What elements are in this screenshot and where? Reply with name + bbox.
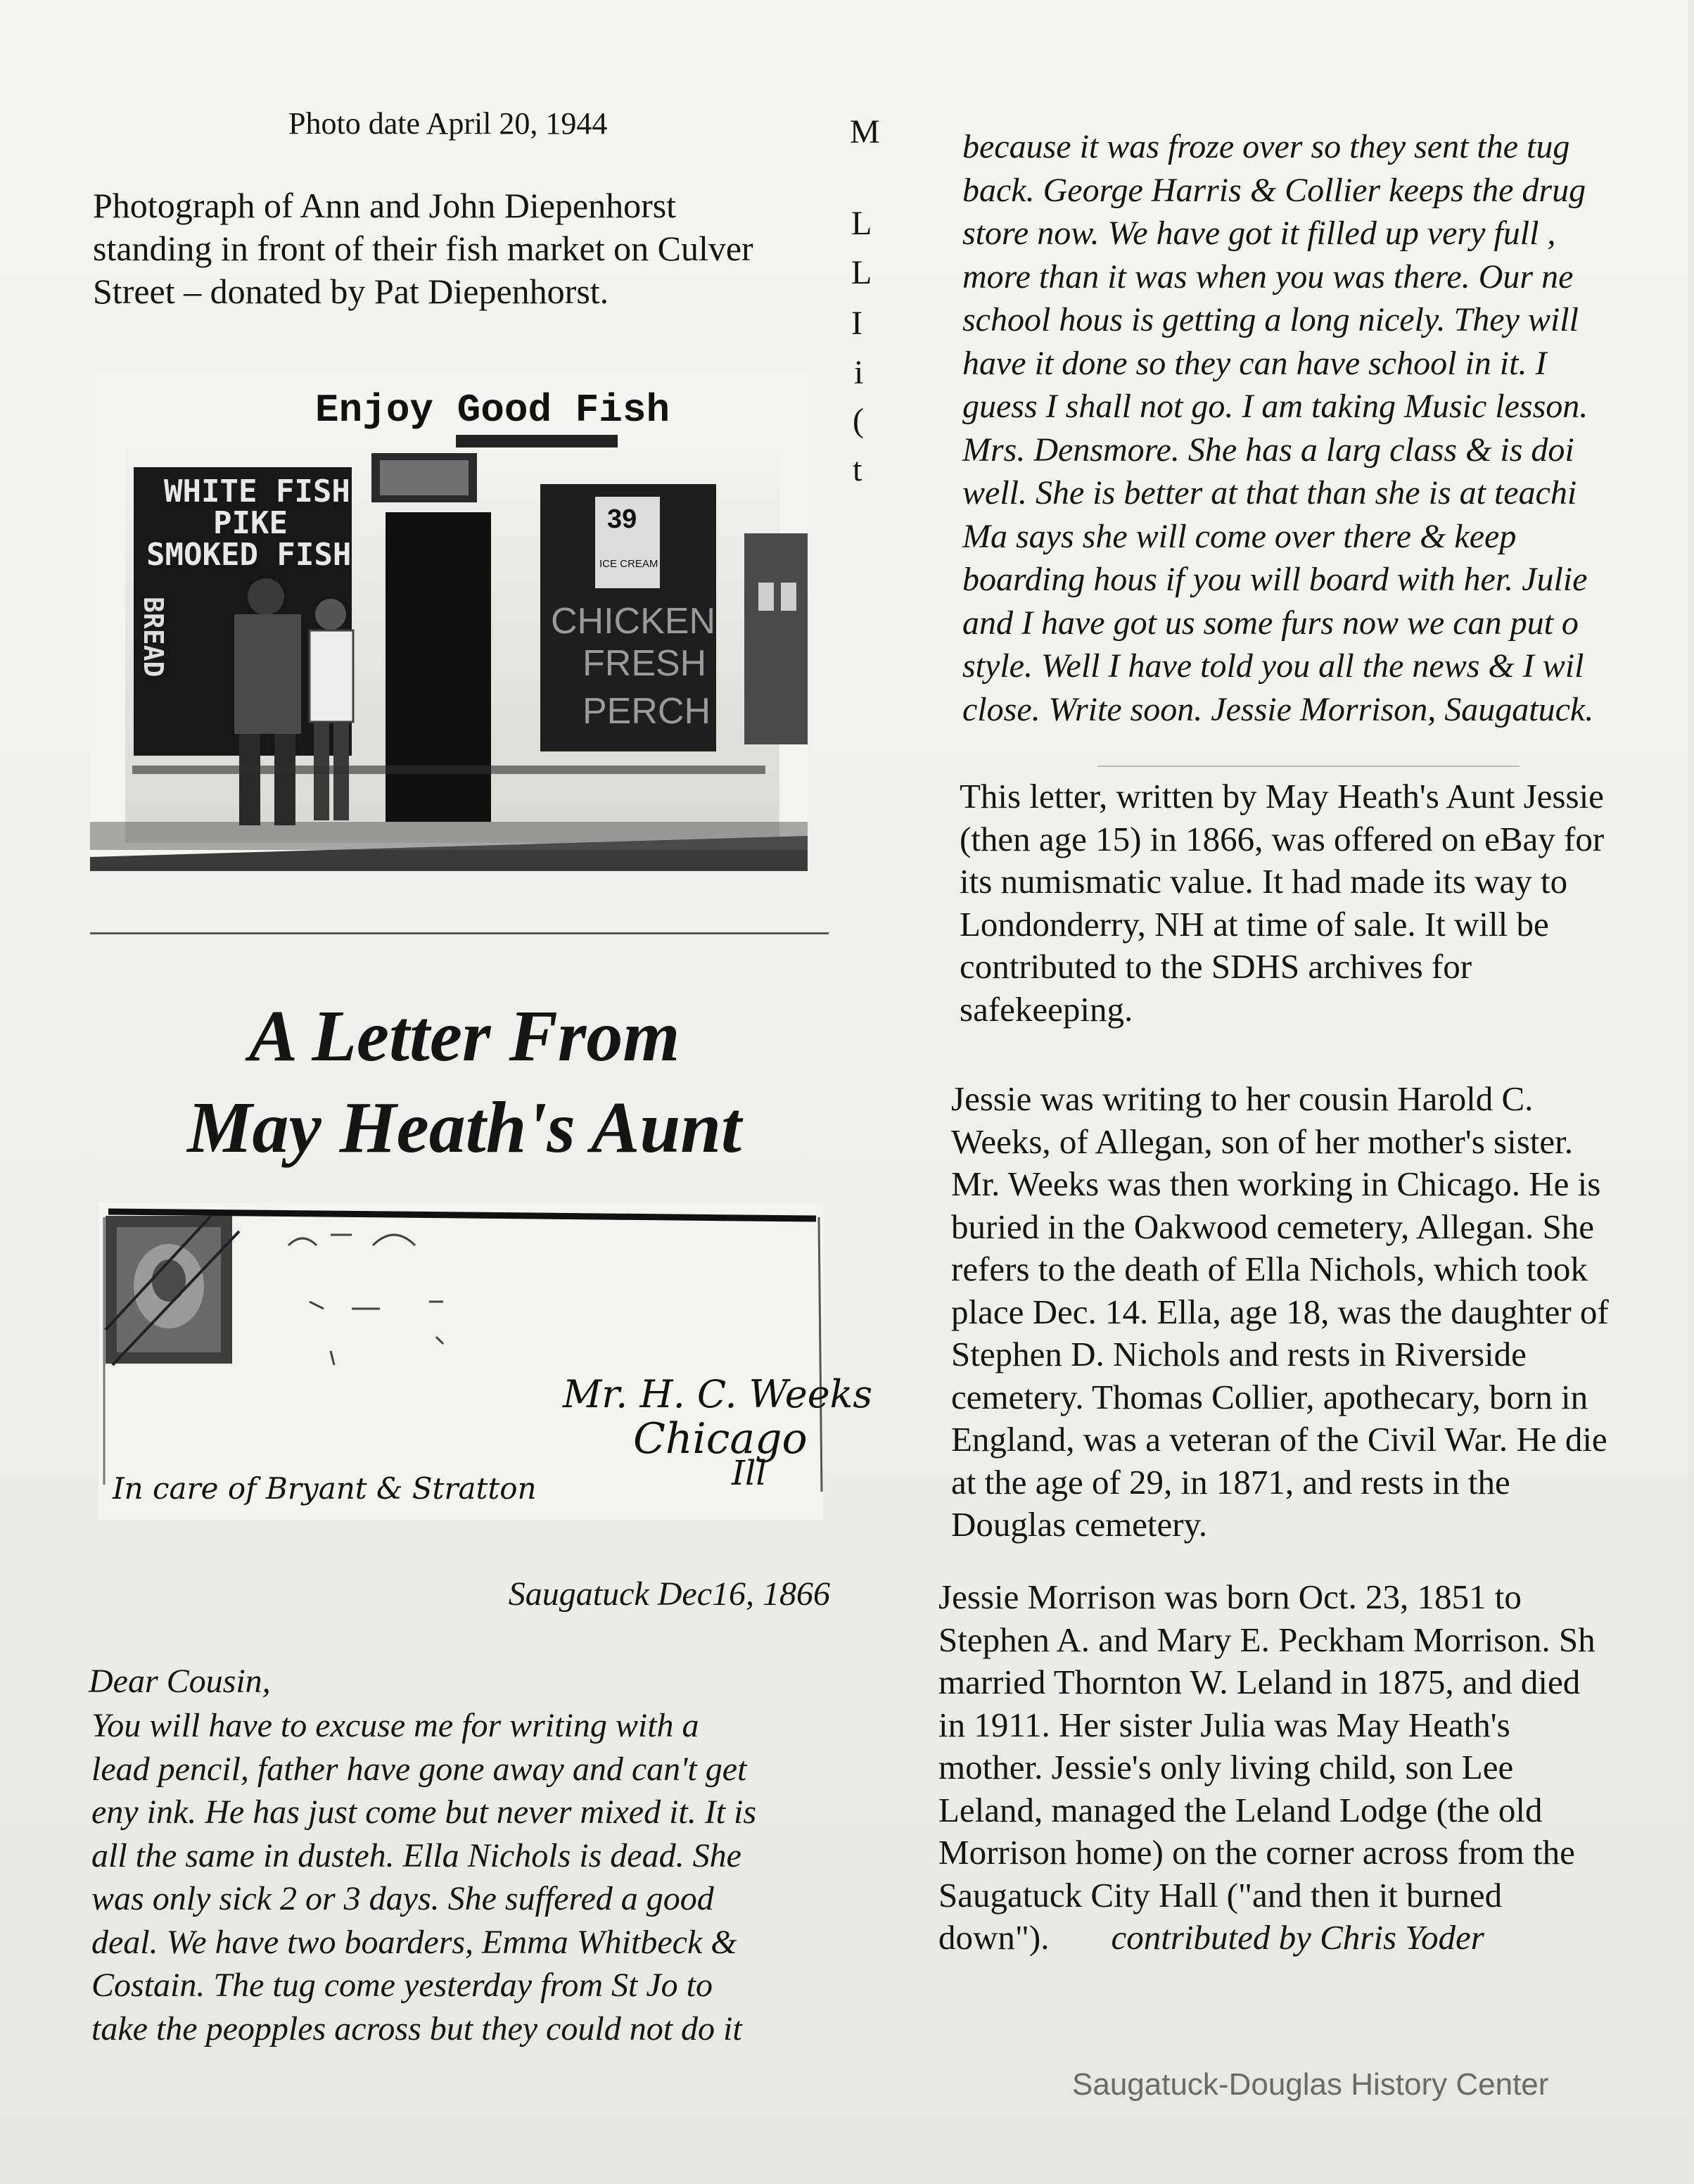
paragraph-line: in 1911. Her sister Julia was May Heath's [938,1705,1510,1744]
letter-line: store now. We have got it filled up very full , [962,215,1556,252]
letter-line: lead pencil, father have gone away and can't get [91,1750,747,1788]
cutoff-fragment: I [851,305,862,342]
address-line: Chicago [633,1414,808,1464]
letter-line: Ma says she will come over there & keep [962,517,1517,555]
window-text: PIKE [213,505,288,541]
postage-stamp [106,1216,239,1365]
paragraph-line: (then age 15) in 1866, was offered on eBay for [960,819,1605,858]
letter-line: You will have to excuse me for writing with a [91,1707,699,1744]
contributor-credit: contributed by Chris Yoder [1111,1918,1484,1957]
paragraph-line: Jessie Morrison was born Oct. 23, 1851 to [938,1577,1522,1616]
letter-line: Mrs. Densmore. She has a larg class & is doi [962,431,1574,469]
commentary-paragraph-1 [960,775,1691,1031]
letter-line: because it was froze over so they sent the tug [962,128,1570,165]
title-line: A Letter From [248,996,680,1077]
bread-sign: BREAD [138,597,169,678]
paragraph-line: buried in the Oakwood cemetery, Allegan. She [951,1207,1594,1246]
letter-line: school hous is getting a long nicely. They will [962,301,1579,338]
letter-line: deal. We have two boarders, Emma Whitbeck & [91,1923,737,1961]
letter-line: was only sick 2 or 3 days. She suffered a good [91,1880,714,1917]
paragraph-line: Jessie was writing to her cousin Harold C. [951,1079,1534,1118]
faint-divider [1097,766,1520,767]
letter-line: back. George Harris & Collier keeps the drug [962,171,1586,209]
letter-line: Costain. The tug come yesterday from St Jo to [91,1967,713,2004]
shop-door [386,512,491,822]
letter-line: well. She is better at that than she is at teachi [962,474,1577,512]
article-title [106,991,823,1174]
price-card: 39 [607,504,637,534]
paragraph-line: married Thornton W. Leland in 1875, and died [938,1663,1581,1701]
cutoff-fragment: L [851,254,872,291]
letter-line: close. Write soon. Jessie Morrison, Saugatuck. [962,690,1594,728]
paragraph-last-line: down"). [938,1918,1050,1957]
letter-line: have it done so they can have school in it. I [962,344,1547,382]
paragraph-line: Stephen D. Nichols and rests in Riverside [951,1335,1527,1373]
cutoff-fragment: t [853,451,862,488]
paragraph-line: place Dec. 14. Ella, age 18, was the daughter of [951,1292,1609,1331]
letter-text-right [962,125,1694,731]
cutoff-fragment: i [854,354,864,391]
letter-line: eny ink. He has just come but never mixed it. It is [91,1793,757,1831]
paragraph-line: safekeeping. [960,989,1133,1029]
window-text: PERCH [582,691,711,732]
title-line: May Heath's Aunt [187,1087,741,1168]
paragraph-line: Morrison home) on the corner across from the [938,1833,1575,1872]
letter-line: more than it was when you was there. Our ne [962,258,1574,296]
cutoff-fragment: L [851,205,872,242]
letter-line: style. Well I have told you all the news & I wil [962,647,1584,685]
paragraph-line: Douglas cemetery. [951,1505,1208,1544]
letter-text-left [91,1704,844,2050]
letter-date: Saugatuck Dec16, 1866 [508,1575,830,1613]
paragraph-line: contributed to the SDHS archives for [960,947,1472,986]
commentary-paragraph-2 [951,1078,1683,1547]
shop-sign-text: Enjoy Good Fish [315,388,670,433]
paragraph-line: This letter, written by May Heath's Aunt Jessie [960,777,1604,815]
letter-line: and I have got us some furs now we can put o [962,604,1579,642]
history-center-watermark: Saugatuck-Douglas History Center [1072,2067,1549,2102]
envelope-image [98,1203,873,1520]
care-of-line: In care of Bryant & Stratton [113,1471,537,1506]
paragraph-line: Stephen A. and Mary E. Peckham Morrison. Sh [938,1620,1596,1659]
caption-line: Street – donated by Pat Diepenhorst. [93,272,609,311]
photo-date-label: Photo date April 20, 1944 [288,106,608,141]
address-line: Mr. H. C. Weeks [563,1372,873,1416]
price-card-sub: ICE CREAM [599,558,658,570]
paragraph-line: mother. Jessie's only living child, son Lee [938,1748,1514,1786]
cutoff-fragment: ( [853,402,864,439]
window-text: SMOKED FISH [146,537,352,573]
caption-line: standing in front of their fish market on Culver [93,229,753,268]
letter-line: guess I shall not go. I am taking Music lesson. [962,388,1588,425]
paragraph-line: refers to the death of Ella Nichols, which took [951,1250,1588,1288]
paragraph-line: Londonderry, NH at time of sale. It will be [960,904,1549,944]
paragraph-line: Mr. Weeks was then working in Chicago. He is [951,1164,1601,1203]
letter-line: take the peopples across but they could not do it [91,2010,742,2048]
paragraph-line: England, was a veteran of the Civil War. He die [951,1420,1607,1459]
window-text: WHITE FISH [164,474,350,509]
window-text: CHICKEN [551,601,716,642]
address-line: Ill [732,1454,767,1493]
photo-caption [93,184,839,313]
letter-salutation: Dear Cousin, [89,1663,271,1700]
commentary-paragraph-3 [938,1576,1670,1960]
caption-line: Photograph of Ann and John Diepenhorst [93,186,677,225]
paragraph-line: Leland, managed the Leland Lodge (the old [938,1790,1543,1829]
paragraph-line: at the age of 29, in 1871, and rests in the [951,1462,1510,1502]
paragraph-line: Weeks, of Allegan, son of her mother's sister. [951,1122,1573,1161]
paragraph-line [938,1917,1670,1960]
section-divider [90,932,829,934]
window-text: FRESH [582,643,707,684]
cutoff-fragment: M [850,113,880,151]
letter-line: boarding hous if you will board with her. Julie [962,561,1588,598]
letter-line: all the same in dusteh. Ella Nichols is dead. She [91,1836,741,1874]
paragraph-line: Saugatuck City Hall ("and then it burned [938,1875,1503,1915]
paragraph-line: its numismatic value. It had made its way to [960,862,1568,901]
paragraph-line: cemetery. Thomas Collier, apothecary, born in [951,1377,1588,1416]
fish-market-photo [90,372,808,871]
